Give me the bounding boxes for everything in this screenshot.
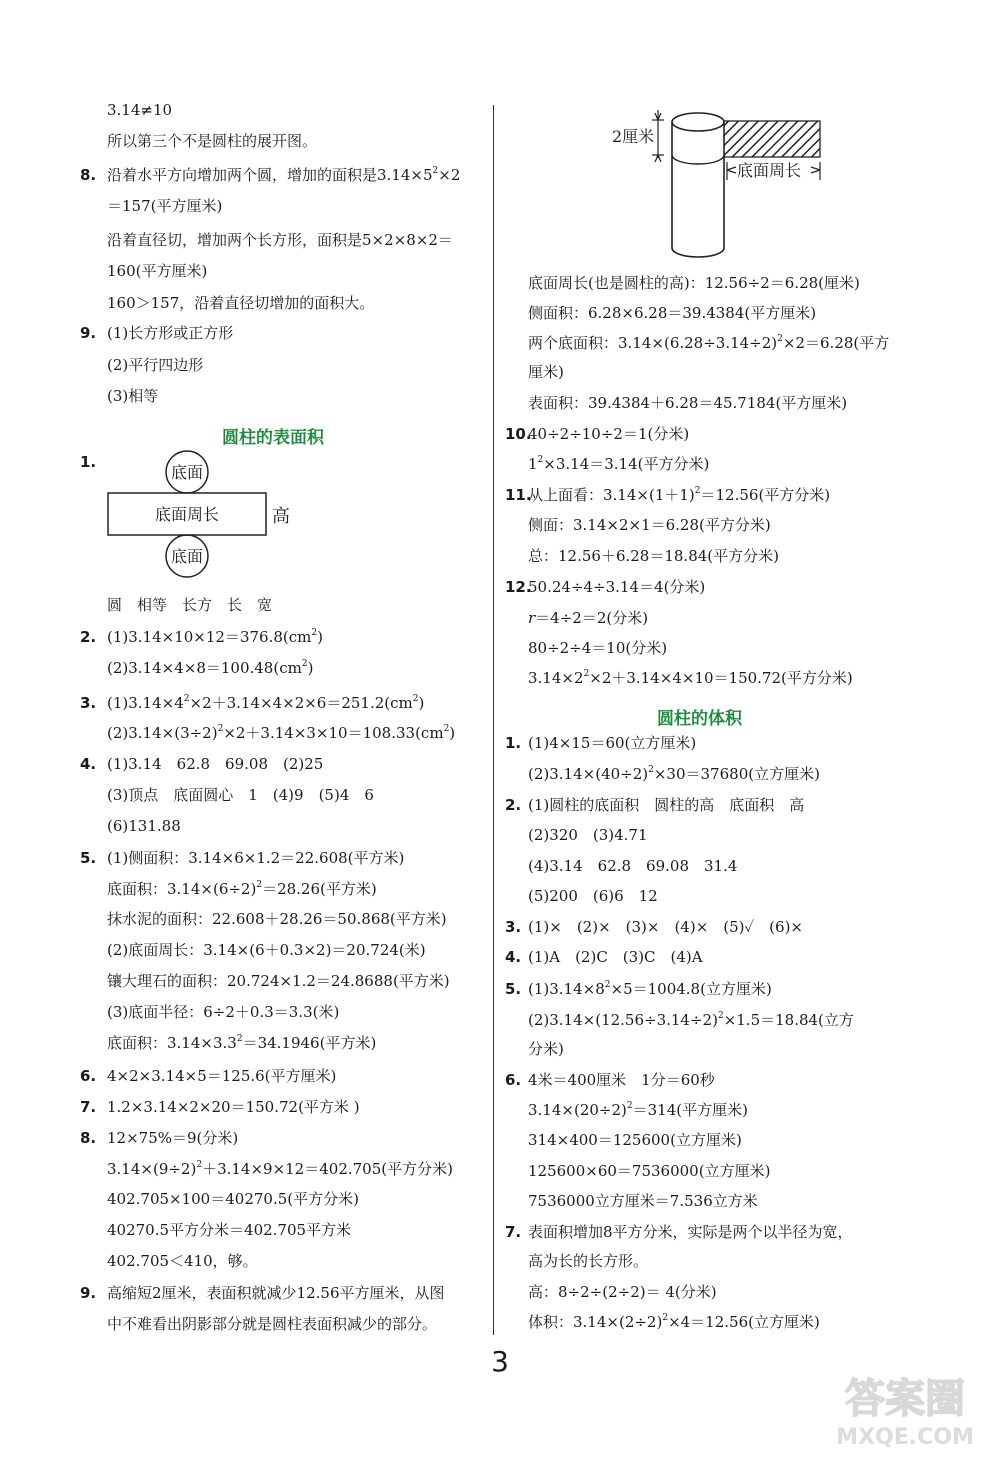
left-answer-line: 高缩短2厘米，表面积就减少12.56平方厘米，从图: [107, 1284, 445, 1302]
left-answer-line: (3)顶点 底面圆心 1 (4)9 (5)4 6: [107, 786, 374, 804]
left-answer-line: 4×2×3.14×5＝125.6(平方厘米): [107, 1067, 337, 1085]
left-answer-line: 沿着直径切，增加两个长方形，面积是5×2×8×2＝: [107, 231, 453, 249]
left-answer-line: $(2)3.14\times 4\times 8=100.48(cm^2)$: [107, 659, 314, 677]
right-answer-line: 两个底面积：$3.14\times(6.28\div 3.14\div 2)^2\times 2=6.28$(平方: [528, 334, 890, 352]
watermark-top: 答案圈: [845, 1376, 965, 1422]
left-answer-line: (1)3.14 62.8 69.08 (2)25: [107, 755, 324, 773]
right-answer-line: $1^2\times 3.14=3.14$(平方分米): [528, 455, 710, 473]
right-answer-line: 表面积增加8平方分米，实际是两个以半径为宽，: [528, 1223, 853, 1241]
height-dimension-label: 2厘米: [612, 127, 655, 146]
right-answer-line: (1)× (2)× (3)× (4)× (5)✓ (6)×: [528, 918, 804, 936]
right-answer-line: 厘米): [528, 363, 564, 381]
left-answer-line: (2)平行四边形: [107, 356, 204, 374]
circumference-label: 底面周长: [737, 161, 802, 180]
right-answer-line: 底面周长(也是圆柱的高)：12.56÷2＝6.28(厘米): [528, 274, 860, 292]
cylinder-shaded-diagram: [610, 100, 835, 265]
right-answer-line: 125600×60＝7536000(立方厘米): [528, 1162, 771, 1180]
right-answer-line: 侧面积：6.28×6.28＝39.4384(平方厘米): [528, 304, 817, 322]
right-answer-line: $3.14\times(20\div 2)^2=314$(平方厘米): [528, 1101, 748, 1119]
question-number: 4.: [505, 948, 522, 966]
question-number: 8.: [80, 166, 97, 184]
right-answer-line: $(2)3.14\times(40\div 2)^2\times 30=37680$(立方厘米): [528, 765, 820, 783]
question-number: 9.: [80, 324, 97, 342]
right-answer-line: (2)320 (3)4.71: [528, 826, 648, 844]
right-answer-line: 314×400＝125600(立方厘米): [528, 1131, 742, 1149]
left-answer-line: 402.705＜410，够。: [107, 1252, 258, 1270]
right-answer-line: $3.14\times 2^2\times 2+3.14\times 4\times 10=150.72$(平方分米): [528, 669, 853, 687]
left-answer-line: 40270.5平方分米＝402.705平方米: [107, 1221, 352, 1239]
question-number: 9.: [80, 1284, 97, 1302]
question-number: 4.: [80, 755, 97, 773]
right-answer-line: 高：8÷2÷(2÷2)＝ 4(分米): [528, 1283, 717, 1301]
left-answer-line: (1)长方形或正方形: [107, 324, 234, 342]
right-answer-line: 侧面：3.14×2×1＝6.28(平方分米): [528, 516, 771, 534]
right-answer-line: $(2)3.14\times(12.56\div 3.14\div 2)^2\times 1.5=18.84$(立方: [528, 1011, 854, 1029]
right-answer-line: 分米): [528, 1040, 564, 1058]
right-answer-line: $(1)3.14\times 8^2\times 5=1004.8$(立方厘米): [528, 980, 772, 998]
left-answer-line: (2)底面周长：3.14×(6＋0.3×2)＝20.724(米): [107, 941, 426, 959]
right-answer-line: 表面积：39.4384＋6.28＝45.7184(平方厘米): [528, 394, 848, 412]
left-answer-line: ＝157(平方厘米): [107, 197, 223, 215]
question-number: 1.: [80, 453, 97, 471]
question-number: 12.: [505, 578, 532, 596]
left-answer-line: 底面积：$3.14\times 3.3^2=34.1946$(平方米): [107, 1034, 377, 1052]
right-answer-line: 从上面看：$3.14\times(1+1)^2=12.56$(平方分米): [528, 486, 831, 504]
left-answer-line: $(2)3.14\times(3\div 2)^2\times 2+3.14\times 3\times 10=108.33(cm^2)$: [107, 724, 456, 742]
rect-label: 底面周长: [154, 505, 220, 524]
left-answer-line: $3.14\times(9\div 2)^2+3.14\times 9\times 12=402.705$(平方分米): [107, 1160, 453, 1178]
left-answer-line: 底面积：$3.14\times(6\div 2)^2=28.26$(平方米): [107, 880, 377, 898]
page-number: 3: [491, 1345, 509, 1378]
question-number: 5.: [80, 849, 97, 867]
question-number: 7.: [505, 1223, 522, 1241]
right-answer-line: r＝4÷2＝2(分米): [528, 609, 649, 627]
left-answer-line: 抹水泥的面积：22.608＋28.26＝50.868(平方米): [107, 910, 447, 928]
question-number: 6.: [505, 1071, 522, 1089]
right-answer-line: 高为长的长方形。: [528, 1252, 649, 1270]
right-answer-line: 80÷2÷4＝10(分米): [528, 639, 668, 657]
top-circle-label: 底面: [170, 463, 204, 482]
left-answer-line: $(1)3.14\times 4^2\times 2+3.14\times 4\times 2\times 6=251.2(cm^2)$: [107, 694, 425, 712]
question-number: 3.: [505, 918, 522, 936]
question-number: 10.: [505, 425, 532, 443]
right-answer-line: (1)A (2)C (3)C (4)A: [528, 948, 703, 966]
left-answer-line: 所以第三个不是圆柱的展开图。: [107, 132, 318, 150]
left-answer-line: 圆 相等 长方 长 宽: [107, 596, 273, 614]
section-heading-volume: 圆柱的体积: [657, 709, 742, 729]
question-number: 5.: [505, 980, 522, 998]
column-divider: [493, 105, 494, 1335]
right-answer-line: 4米＝400厘米 1分＝60秒: [528, 1071, 715, 1089]
right-answer-line: (1)4×15＝60(立方厘米): [528, 734, 697, 752]
right-answer-line: (5)200 (6)6 12: [528, 887, 658, 905]
question-number: 11.: [505, 486, 532, 504]
left-answer-line: 镶大理石的面积：20.724×1.2＝24.8688(平方米): [107, 972, 450, 990]
right-answer-line: 40÷2÷10÷2＝1(分米): [528, 425, 690, 443]
question-number: 6.: [80, 1067, 97, 1085]
cylinder-net-diagram: [100, 448, 310, 583]
right-answer-line: 7536000立方厘米＝7.536立方米: [528, 1192, 758, 1210]
question-number: 2.: [80, 628, 97, 646]
question-number: 7.: [80, 1098, 97, 1116]
question-number: 1.: [505, 734, 522, 752]
left-answer-line: (1)侧面积：3.14×6×1.2＝22.608(平方米): [107, 849, 405, 867]
section-heading-surface-area: 圆柱的表面积: [222, 428, 324, 448]
left-answer-line: 160＞157，沿着直径切增加的面积大。: [107, 294, 375, 312]
bottom-circle-label: 底面: [170, 547, 204, 566]
watermark-logo: [817, 1364, 992, 1449]
right-answer-line: 体积：$3.14\times(2\div 2)^2\times 4=12.56$(立方厘米): [528, 1313, 820, 1331]
left-answer-line: 沿着水平方向增加两个圆，增加的面积是$3.14\times 5^2\times 2$: [107, 166, 461, 184]
question-number: 8.: [80, 1129, 97, 1147]
left-answer-line: 3.14≠10: [107, 101, 173, 119]
left-answer-line: 402.705×100＝40270.5(平方分米): [107, 1190, 359, 1208]
left-answer-line: (3)相等: [107, 387, 159, 405]
height-label: 高: [272, 506, 290, 527]
right-answer-line: (1)圆柱的底面积 圆柱的高 底面积 高: [528, 796, 805, 814]
left-answer-line: $(1)3.14\times 10\times 12=376.8(cm^2)$: [107, 628, 323, 646]
left-answer-line: (6)131.88: [107, 817, 181, 835]
left-answer-line: 160(平方厘米): [107, 262, 208, 280]
left-answer-line: 12×75%＝9(分米): [107, 1129, 239, 1147]
left-answer-line: 1.2×3.14×2×20＝150.72(平方米 ): [107, 1098, 360, 1116]
right-answer-line: 50.24÷4÷3.14＝4(分米): [528, 578, 706, 596]
left-answer-line: (3)底面半径：6÷2＋0.3＝3.3(米): [107, 1003, 340, 1021]
watermark-bottom: MXQE.COM: [836, 1425, 974, 1449]
left-answer-line: 中不难看出阴影部分就是圆柱表面积减少的部分。: [107, 1315, 438, 1333]
right-answer-line: 总：12.56＋6.28＝18.84(平方分米): [528, 547, 779, 565]
question-number: 2.: [505, 796, 522, 814]
right-answer-line: (4)3.14 62.8 69.08 31.4: [528, 857, 738, 875]
question-number: 3.: [80, 694, 97, 712]
